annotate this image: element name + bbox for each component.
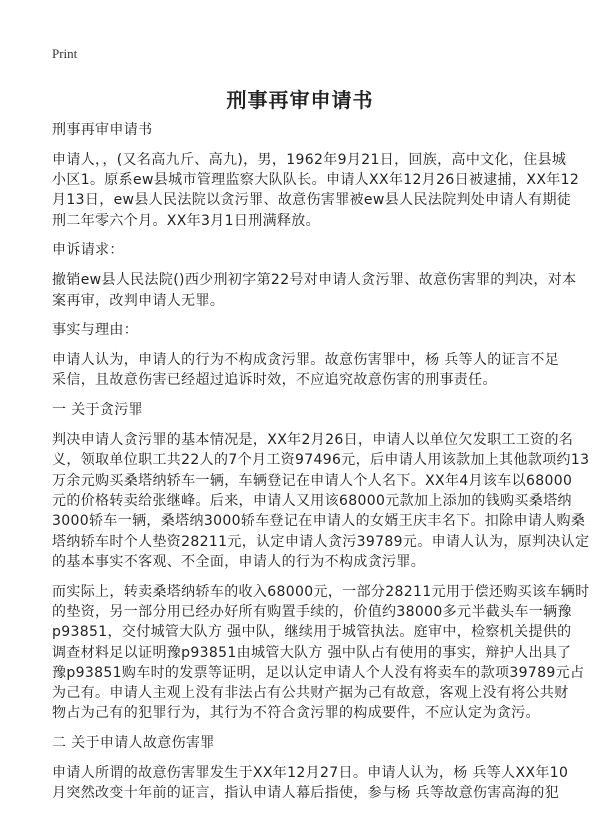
- paragraph: [52, 430, 590, 572]
- text-line: 而实际上，转卖桑塔纳轿车的收入68000元，一部分28211元用于偿还购买该车辆时: [52, 583, 590, 600]
- section-heading: [52, 120, 572, 140]
- document-body: [52, 120, 590, 813]
- text-line: 义，领取单位职工共22人的7个月工资97496元，后申请人用该款加上其他款项约13: [52, 452, 590, 469]
- text-line: 豫p93851购车时的发票等证明，足以认定申请人个人没有将卖车的款项39789元占: [52, 664, 585, 681]
- paragraph: [52, 350, 572, 391]
- text-line: 的基本事实不客观、不全面，申请人的行为不构成贪污罪。: [52, 553, 426, 570]
- text-line: 的垫资，另一部分用已经办好所有购置手续的，价值约38000多元半截头车一辆豫: [52, 603, 572, 620]
- text-line: 物占为己有的犯罪行为，其行为不符合贪污罪的构成要件，不应认定为贪污。: [52, 705, 540, 722]
- text-line: 万余元购买桑塔纳轿车一辆，车辆登记在申请人个人名下。XX年4月该车以68000: [52, 472, 573, 489]
- document-title: 刑事再审申请书: [226, 88, 374, 112]
- text-line: 申诉请求：: [52, 242, 124, 259]
- text-line: 刑事再审申请书: [52, 122, 153, 138]
- text-line: 月13日，ew县人民法院以贪污罪、故意伤害罪被ew县人民法院判处申请人有期徒: [52, 192, 572, 209]
- paragraph: [52, 150, 580, 231]
- text-line: 刑二年零六个月。XX年3月1日刑满释放。: [52, 212, 320, 229]
- paragraph: [52, 270, 577, 311]
- text-line: 采信，且故意伤害已经超过追诉时效，不应追究故意伤害的刑事责任。: [52, 372, 497, 389]
- text-line: 判决申请人贪污罪的基本情况是，XX年2月26日，申请人以单位欠发职工工资的名: [52, 432, 574, 449]
- section-heading: [52, 400, 572, 420]
- text-line: 3000轿车一辆，桑塔纳3000轿车登记在申请人的女婿王庆丰名下。扣除申请人购桑: [52, 513, 586, 530]
- text-line: 月突然改变十年前的证言，指认申请人幕后指使，参与杨 兵等故意伤害高海的犯: [52, 785, 560, 802]
- paragraph: [52, 582, 590, 724]
- text-line: 二 关于申请人故意伤害罪: [52, 735, 215, 752]
- text-line: p93851，交付城管大队方 强中队，继续用于城管执法。庭审中，检察机关提供的: [52, 624, 572, 641]
- text-line: 塔纳轿车时个人垫资28211元，认定申请人贪污39789元。申请人认为，原判决认定: [52, 533, 590, 550]
- section-heading: [52, 320, 572, 340]
- text-line: 事实与理由：: [52, 322, 139, 339]
- text-line: 申请人所谓的故意伤害罪发生于XX年12月27日。申请人认为，杨 兵等人XX年10: [52, 765, 569, 782]
- text-line: 为己有。申请人主观上没有非法占有公共财产据为己有故意，客观上没有将公共财: [52, 685, 569, 702]
- text-line: 小区1。原系ew县城市管理监察大队队长。申请人XX年12月26日被逮捕，XX年12: [52, 172, 580, 189]
- text-line: 元的价格转卖给张继峰。后来，申请人又用该68000元款加上添加的钱购买桑塔纳: [52, 492, 572, 509]
- text-line: 案再审，改判申请人无罪。: [52, 292, 225, 309]
- text-line: 一 关于贪污罪: [52, 402, 143, 419]
- paragraph: [52, 763, 572, 804]
- text-line: 调查材料足以证明豫p93851由城管大队方 强中队占有使用的事实，辩护人出具了: [52, 644, 572, 661]
- text-line: 申请人认为，申请人的行为不构成贪污罪。故意伤害罪中，杨 兵等人的证言不足: [52, 352, 560, 369]
- text-line: 申请人，，(又名高九斤、高九)，男，1962年9月21日，回族，高中文化，住县城: [52, 151, 567, 168]
- print-link[interactable]: Print: [52, 46, 78, 61]
- section-heading: [52, 240, 572, 260]
- section-heading: [52, 733, 572, 753]
- text-line: 撤销ew县人民法院()西少刑初字第22号对申请人贪污罪、故意伤害罪的判决，对本: [52, 272, 577, 289]
